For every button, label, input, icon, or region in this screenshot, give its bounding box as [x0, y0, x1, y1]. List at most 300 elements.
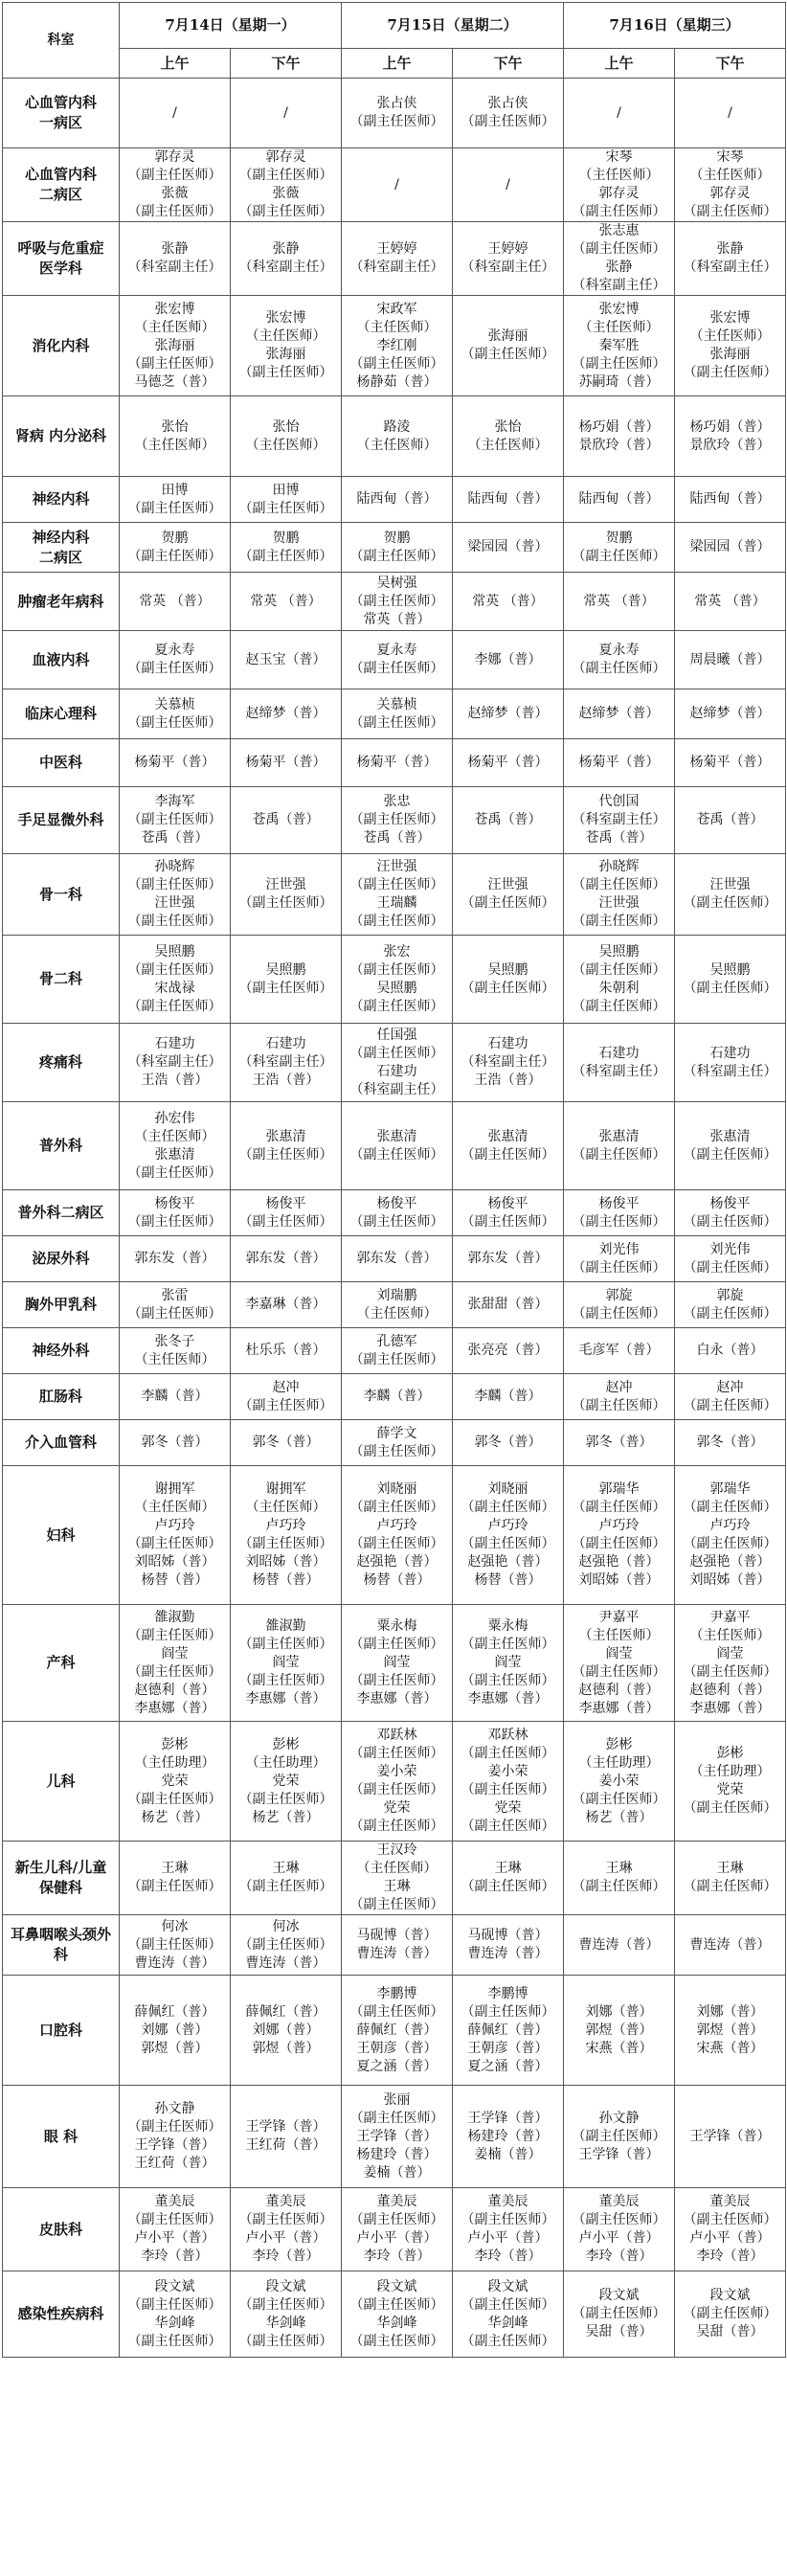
doctor-entry-line: 彭彬: [605, 1736, 633, 1752]
doctor-entry-line: （主任医师）: [134, 437, 215, 453]
doctor-entry-line: 李海军: [154, 794, 195, 809]
dept-name-cell: [3, 1976, 120, 2086]
doctor-entry-line: （副主任医师）: [238, 1673, 333, 1688]
doctor-entry-line: 董美辰: [487, 2194, 528, 2209]
doctor-entry-line: 赵缔梦（普）: [467, 706, 549, 721]
doctor-entry-line: （副主任医师）: [127, 661, 222, 676]
doctor-entry-line: 杨菊平（普）: [689, 755, 771, 770]
doctor-entry-line: （副主任医师）: [461, 895, 555, 911]
doctor-entry-line: 李惠娜（普）: [467, 1691, 549, 1706]
schedule-row: [3, 1236, 786, 1282]
schedule-cell: [564, 854, 675, 936]
doctor-entry-line: 张志惠: [598, 223, 640, 238]
doctor-entry-line: 李玲（普）: [696, 2248, 764, 2264]
doctor-entry-line: /: [728, 104, 732, 121]
schedule-cell: [120, 1420, 231, 1466]
doctor-entry-line: 张静: [605, 260, 633, 275]
schedule-cell: [120, 222, 231, 296]
doctor-entry-line: （副主任医师）: [572, 2212, 666, 2227]
doctor-entry-line: 郭瑞华: [709, 1481, 751, 1497]
half-day-header: 上午: [120, 49, 231, 79]
dept-name-line: 口腔科: [38, 2021, 82, 2039]
doctor-entry-line: 郭瑞华: [598, 1481, 640, 1497]
doctor-entry-line: 张怡: [494, 418, 522, 435]
doctor-entry-line: （科室副主任）: [683, 1063, 777, 1079]
doctor-entry-line: 曹连涛（普）: [245, 1955, 326, 1971]
doctor-entry-line: （副主任医师）: [349, 1746, 444, 1761]
doctor-entry-line: 刘娜（普）: [585, 2003, 653, 2020]
schedule-row: [3, 936, 786, 1024]
schedule-cell: [675, 631, 786, 689]
doctor-entry-line: （副主任医师）: [127, 2119, 222, 2135]
doctor-entry-line: （副主任医师）: [238, 1879, 333, 1894]
schedule-cell: [453, 787, 564, 854]
doctor-entry-line: （副主任医师）: [461, 1879, 555, 1894]
schedule-row: [3, 573, 786, 631]
doctor-entry-line: 马砚博（普）: [467, 1928, 549, 1943]
doctor-entry-line: /: [283, 104, 288, 121]
doctor-entry-line: （主任助理）: [578, 1754, 660, 1771]
doctor-entry-line: 张惠清: [154, 1146, 195, 1163]
schedule-cell: [231, 1282, 342, 1328]
schedule-cell: [453, 1842, 564, 1915]
doctor-entry-line: 杨替（普）: [474, 1572, 542, 1588]
dept-name-line: 耳鼻咽喉头颈外: [10, 1926, 111, 1943]
dept-name-cell: [3, 222, 120, 296]
doctor-entry-line: 杨艺（普）: [252, 1809, 320, 1825]
doctor-entry-line: 彭彬: [161, 1736, 189, 1752]
doctor-entry-line: 张怡: [161, 418, 189, 435]
schedule-cell: [453, 631, 564, 689]
doctor-entry-line: 郭东发（普）: [467, 1251, 549, 1266]
doctor-entry-line: （科室副主任）: [572, 812, 666, 827]
doctor-entry-line: 李玲（普）: [474, 2248, 542, 2264]
doctor-entry-line: 王琳: [383, 1879, 411, 1894]
schedule-cell: [231, 787, 342, 854]
doctor-entry-line: 邓跃林: [376, 1728, 417, 1743]
doctor-entry-line: （主任医师）: [467, 437, 549, 453]
doctor-entry-line: 苍禹（普）: [141, 830, 209, 846]
dept-name-line: 神经外科: [32, 1342, 90, 1359]
schedule-cell: [564, 1842, 675, 1915]
doctor-entry-line: 夏之涵（普）: [467, 2058, 549, 2074]
schedule-row: [3, 523, 786, 573]
doctor-entry-line: 姜楠（普）: [363, 2164, 431, 2181]
doctor-entry-line: 段文斌: [376, 2278, 417, 2294]
doctor-entry-line: （主任医师）: [245, 328, 326, 344]
doctor-entry-line: 杨俊平: [265, 1195, 306, 1211]
doctor-entry-line: 阎莹: [161, 1645, 189, 1661]
doctor-entry-line: 宋琴: [716, 149, 744, 165]
doctor-entry-line: 王学锋（普）: [578, 2146, 660, 2162]
doctor-entry-line: （副主任医师）: [127, 1879, 222, 1894]
doctor-entry-line: 卢小平（普）: [356, 2230, 438, 2246]
doctor-entry-line: （副主任医师）: [683, 1397, 777, 1413]
schedule-cell: [675, 1605, 786, 1722]
doctor-entry-line: （副主任医师）: [683, 365, 777, 380]
dept-name-line: 肿瘤老年病科: [17, 592, 104, 610]
schedule-cell: [453, 79, 564, 148]
doctor-entry-line: /: [617, 104, 621, 121]
doctor-entry-line: 郭冬（普）: [696, 1435, 764, 1450]
doctor-entry-line: 孙文静: [154, 2101, 195, 2116]
doctor-entry-line: （副主任医师）: [238, 204, 333, 219]
doctor-entry-line: 张怡: [272, 418, 300, 435]
doctor-entry-line: （副主任医师）: [461, 1746, 555, 1761]
schedule-row: [3, 2271, 786, 2358]
schedule-cell: [231, 1976, 342, 2086]
schedule-cell: [120, 1605, 231, 1722]
doctor-entry-line: （主任医师）: [356, 319, 438, 335]
doctor-entry-line: （副主任医师）: [349, 812, 444, 827]
doctor-entry-line: 孙文静: [598, 2110, 640, 2126]
doctor-entry-line: （副主任医师）: [127, 204, 222, 219]
doctor-entry-line: 卢小平（普）: [245, 2230, 326, 2246]
doctor-entry-line: 夏永寿: [598, 643, 640, 658]
doctor-entry-line: 雒淑勤: [265, 1618, 306, 1634]
schedule-cell: [453, 1374, 564, 1420]
schedule-cell: [120, 689, 231, 739]
doctor-entry-line: 汪世强: [487, 877, 528, 893]
schedule-cell: [675, 2271, 786, 2358]
doctor-entry-line: 赵德利（普）: [134, 1682, 215, 1698]
doctor-entry-line: （副主任医师）: [349, 2333, 444, 2349]
day-header-3: 7月16日（星期三）: [564, 3, 786, 49]
doctor-entry-line: （副主任医师）: [572, 548, 666, 564]
doctor-entry-line: （副主任医师）: [349, 1351, 444, 1367]
doctor-entry-line: 李红刚: [376, 337, 417, 353]
doctor-entry-line: 刘娜（普）: [696, 2003, 764, 2020]
doctor-entry-line: （副主任医师）: [572, 1879, 666, 1894]
doctor-entry-line: 贺鹏: [272, 530, 300, 546]
doctor-entry-line: （科室副主任）: [572, 1063, 666, 1079]
schedule-cell: [564, 1466, 675, 1605]
doctor-entry-line: （副主任医师）: [238, 1146, 333, 1163]
doctor-entry-line: 何冰: [161, 1918, 189, 1934]
schedule-cell: [120, 523, 231, 573]
dept-name-line: 骨一科: [38, 885, 82, 903]
doctor-entry-line: 段文斌: [487, 2278, 528, 2294]
doctor-entry-line: （副主任医师）: [238, 1397, 333, 1413]
doctor-entry-line: （副主任医师）: [127, 961, 222, 978]
dept-name-line: 心血管内科: [24, 94, 97, 111]
doctor-entry-line: 曹连涛（普）: [689, 1936, 771, 1953]
dept-column-header: 科室: [3, 3, 120, 79]
doctor-entry-line: （副主任医师）: [572, 204, 666, 219]
doctor-entry-line: 郭存灵: [598, 186, 640, 201]
doctor-entry-line: 华剑峰: [154, 2315, 195, 2331]
doctor-entry-line: 王婷婷: [376, 241, 417, 257]
doctor-entry-line: 杨俊平: [154, 1195, 195, 1211]
dept-name-cell: [3, 1236, 120, 1282]
doctor-entry-line: 赵强艳（普）: [356, 1554, 438, 1570]
dept-name-line: 科: [53, 1946, 68, 1963]
schedule-row: [3, 1976, 786, 2086]
doctor-entry-line: （副主任医师）: [238, 1637, 333, 1652]
doctor-entry-line: （副主任医师）: [127, 714, 222, 731]
doctor-entry-line: 李玲（普）: [363, 2248, 431, 2264]
schedule-cell: [564, 148, 675, 222]
schedule-cell: [342, 477, 453, 523]
doctor-entry-line: 华剑峰: [487, 2315, 528, 2331]
dept-name-line: 肾病 内分泌科: [14, 427, 107, 444]
doctor-entry-line: （副主任医师）: [572, 1146, 666, 1163]
doctor-entry-line: 曹连涛（普）: [134, 1955, 215, 1971]
doctor-entry-line: 陆西甸（普）: [467, 491, 549, 507]
doctor-entry-line: 赵冲: [272, 1379, 300, 1395]
schedule-cell: [453, 1976, 564, 2086]
doctor-entry-line: 刘昭姊（普）: [578, 1572, 660, 1588]
doctor-entry-line: 杨菊平（普）: [467, 755, 549, 770]
schedule-cell: [675, 396, 786, 477]
doctor-entry-line: 吴照鹏: [154, 943, 195, 960]
schedule-cell: [231, 573, 342, 631]
doctor-entry-line: 杨巧娟（普）: [689, 418, 771, 435]
doctor-entry-line: 赵缔梦（普）: [578, 706, 660, 721]
doctor-entry-line: 卢巧玲: [265, 1518, 306, 1533]
dept-name-line: 普外科: [38, 1137, 82, 1154]
dept-name-cell: [3, 523, 120, 573]
doctor-entry-line: 王琳: [161, 1861, 189, 1876]
schedule-cell: [453, 1328, 564, 1374]
doctor-entry-line: 刘昭姊（普）: [134, 1554, 215, 1570]
doctor-entry-line: （副主任医师）: [349, 2212, 444, 2227]
doctor-entry-line: （副主任医师）: [349, 1819, 444, 1834]
doctor-entry-line: 张静: [716, 241, 744, 257]
doctor-entry-line: 杨替（普）: [141, 1572, 209, 1588]
dept-name-cell: [3, 1605, 120, 1722]
doctor-entry-line: 宋燕（普）: [585, 2040, 653, 2056]
schedule-cell: [342, 1102, 453, 1190]
doctor-entry-line: 夏永寿: [154, 643, 195, 658]
schedule-cell: [120, 631, 231, 689]
doctor-entry-line: 吴照鹏: [487, 961, 528, 978]
doctor-entry-line: 孙晓辉: [154, 859, 195, 874]
doctor-entry-line: 赵德利（普）: [689, 1682, 771, 1698]
doctor-entry-line: （副主任医师）: [127, 1213, 222, 1230]
schedule-row: [3, 1102, 786, 1190]
doctor-entry-line: （主任医师）: [245, 437, 326, 453]
doctor-entry-line: 赵玉宝（普）: [245, 651, 326, 667]
doctor-entry-line: （主任助理）: [245, 1754, 326, 1771]
doctor-entry-line: （副主任医师）: [461, 347, 555, 362]
doctor-entry-line: 苍禹（普）: [252, 812, 320, 827]
doctor-entry-line: 汪世强: [265, 877, 306, 893]
dept-name-line: 肛肠科: [38, 1388, 82, 1405]
dept-name-line: 呼吸与危重症: [17, 239, 104, 257]
dept-name-cell: [3, 689, 120, 739]
schedule-cell: [342, 222, 453, 296]
schedule-row: [3, 477, 786, 523]
doctor-entry-line: 刘晓丽: [487, 1481, 528, 1497]
doctor-entry-line: （主任医师）: [356, 437, 438, 453]
dept-name-line: 产科: [46, 1654, 76, 1671]
doctor-entry-line: （副主任医师）: [349, 961, 444, 978]
doctor-entry-line: 郭东发（普）: [356, 1251, 438, 1266]
schedule-cell: [675, 1722, 786, 1842]
schedule-cell: [231, 1915, 342, 1976]
doctor-entry-line: （副主任医师）: [683, 1500, 777, 1515]
doctor-entry-line: （副主任医师）: [349, 1637, 444, 1652]
schedule-row: [3, 396, 786, 477]
doctor-entry-line: 张静: [161, 241, 189, 257]
schedule-cell: [120, 296, 231, 396]
schedule-cell: [564, 1915, 675, 1976]
doctor-entry-line: （副主任医师）: [238, 1213, 333, 1230]
doctor-entry-line: 张薇: [272, 186, 300, 201]
doctor-entry-line: 王浩（普）: [474, 1073, 542, 1088]
doctor-entry-line: （副主任医师）: [572, 961, 666, 978]
schedule-cell: [675, 79, 786, 148]
doctor-entry-line: （副主任医师）: [349, 914, 444, 929]
doctor-entry-line: 孙宏伟: [154, 1110, 195, 1126]
schedule-cell: [453, 936, 564, 1024]
doctor-entry-line: （副主任医师）: [683, 1879, 777, 1894]
doctor-entry-line: 曹连涛（普）: [356, 1946, 438, 1961]
doctor-entry-line: 赵缔梦（普）: [245, 706, 326, 721]
doctor-entry-line: 华剑峰: [376, 2315, 417, 2331]
doctor-entry-line: （科室副主任）: [461, 260, 555, 275]
schedule-cell: [453, 1420, 564, 1466]
doctor-entry-line: 石建功: [154, 1036, 195, 1051]
schedule-cell: [342, 787, 453, 854]
schedule-cell: [120, 787, 231, 854]
dept-name-line: 普外科二病区: [17, 1204, 104, 1221]
schedule-cell: [564, 222, 675, 296]
schedule-row: [3, 739, 786, 787]
schedule-cell: [120, 1190, 231, 1236]
schedule-cell: [564, 1605, 675, 1722]
doctor-entry-line: （副主任医师）: [461, 1500, 555, 1515]
doctor-entry-line: 阎莹: [605, 1645, 633, 1661]
doctor-entry-line: （主任医师）: [689, 1627, 771, 1643]
doctor-entry-line: （副主任医师）: [238, 980, 333, 996]
schedule-cell: [453, 477, 564, 523]
doctor-entry-line: （副主任医师）: [349, 593, 444, 609]
doctor-entry-line: 石建功: [376, 1063, 417, 1079]
doctor-entry-line: （副主任医师）: [127, 1627, 222, 1643]
schedule-cell: [342, 1915, 453, 1976]
schedule-cell: [675, 1190, 786, 1236]
doctor-entry-line: 梁园园（普）: [689, 539, 771, 554]
schedule-cell: [564, 1420, 675, 1466]
schedule-cell: [453, 1282, 564, 1328]
doctor-entry-line: 景欣玲（普）: [578, 437, 660, 453]
doctor-entry-line: （副主任医师）: [572, 914, 666, 929]
doctor-entry-line: 苍禹（普）: [363, 830, 431, 846]
doctor-entry-line: 吴甜（普）: [585, 2324, 653, 2339]
schedule-cell: [675, 1976, 786, 2086]
doctor-entry-line: 王浩（普）: [252, 1073, 320, 1088]
doctor-entry-line: 阎莹: [494, 1655, 522, 1670]
schedule-cell: [675, 1842, 786, 1915]
doctor-entry-line: （副主任医师）: [349, 1897, 444, 1912]
doctor-entry-line: （副主任医师）: [572, 998, 666, 1014]
schedule-row: [3, 787, 786, 854]
doctor-entry-line: （副主任医师）: [127, 2333, 222, 2349]
dept-name-line: 二病区: [38, 186, 82, 203]
schedule-cell: [342, 1605, 453, 1722]
doctor-entry-line: （副主任医师）: [238, 2333, 333, 2349]
doctor-entry-line: 常英（普）: [363, 611, 431, 627]
doctor-entry-line: 王琳: [605, 1861, 633, 1876]
doctor-entry-line: （副主任医师）: [349, 2110, 444, 2126]
doctor-entry-line: （副主任医师）: [572, 877, 666, 893]
doctor-entry-line: 张海丽: [154, 337, 195, 353]
schedule-cell: [453, 1915, 564, 1976]
schedule-cell: [120, 1282, 231, 1328]
doctor-entry-line: （副主任医师）: [349, 877, 444, 893]
doctor-entry-line: 姜楠（普）: [474, 2146, 542, 2162]
doctor-entry-line: 夏永寿: [376, 643, 417, 658]
doctor-entry-line: （副主任医师）: [127, 1936, 222, 1953]
doctor-entry-line: 阎莹: [383, 1655, 411, 1670]
schedule-cell: [120, 148, 231, 222]
doctor-entry-line: 张宏博: [709, 310, 751, 326]
doctor-entry-line: （副主任医师）: [683, 1213, 777, 1230]
schedule-cell: [564, 2086, 675, 2188]
doctor-entry-line: （副主任医师）: [461, 1819, 555, 1834]
doctor-entry-line: 宋政军: [376, 301, 417, 317]
doctor-entry-line: （副主任医师）: [349, 714, 444, 731]
doctor-entry-line: 吴照鹏: [376, 980, 417, 996]
dept-name-line: 保健科: [38, 1879, 82, 1896]
half-day-header: 上午: [342, 49, 453, 79]
schedule-body: [3, 79, 786, 2358]
doctor-entry-line: 赵强艳（普）: [467, 1554, 549, 1570]
schedule-row: [3, 1024, 786, 1102]
doctor-entry-line: 姜小荣: [376, 1764, 417, 1779]
doctor-entry-line: 李鹏博: [376, 1985, 417, 2001]
doctor-entry-line: （副主任医师）: [127, 1164, 222, 1181]
schedule-cell: [564, 1190, 675, 1236]
dept-name-line: 临床心理科: [24, 705, 97, 722]
doctor-entry-line: 阎莹: [716, 1645, 744, 1661]
schedule-cell: [342, 573, 453, 631]
schedule-cell: [453, 1722, 564, 1842]
schedule-cell: [675, 1466, 786, 1605]
doctor-entry-line: 常英 （普）: [694, 593, 766, 609]
dept-name-cell: [3, 1915, 120, 1976]
doctor-entry-line: 周晨曦（普）: [689, 651, 771, 667]
schedule-cell: [675, 936, 786, 1024]
schedule-cell: [231, 523, 342, 573]
dept-name-cell: [3, 936, 120, 1024]
doctor-entry-line: 田博: [272, 482, 300, 498]
doctor-entry-line: （副主任医师）: [349, 2003, 444, 2020]
dept-name-line: 妇科: [46, 1525, 76, 1544]
doctor-entry-line: 杨俊平: [598, 1195, 640, 1211]
doctor-entry-line: （副主任医师）: [127, 812, 222, 827]
schedule-cell: [231, 1374, 342, 1420]
doctor-entry-line: 王琳: [272, 1861, 300, 1876]
doctor-entry-line: 董美辰: [376, 2194, 417, 2209]
doctor-entry-line: （副主任医师）: [683, 2306, 777, 2321]
doctor-entry-line: （副主任医师）: [127, 355, 222, 372]
doctor-entry-line: 汪世强: [154, 895, 195, 911]
dept-name-cell: [3, 1722, 120, 1842]
doctor-entry-line: 陆西甸（普）: [578, 491, 660, 507]
schedule-cell: [564, 1328, 675, 1374]
doctor-entry-line: （副主任医师）: [238, 2296, 333, 2313]
schedule-cell: [564, 1374, 675, 1420]
doctor-entry-line: （副主任医师）: [127, 998, 222, 1014]
schedule-cell: [564, 396, 675, 477]
schedule-cell: [231, 1842, 342, 1915]
doctor-entry-line: 王红荷（普）: [245, 2137, 326, 2153]
schedule-cell: [342, 1374, 453, 1420]
schedule-row: [3, 2086, 786, 2188]
